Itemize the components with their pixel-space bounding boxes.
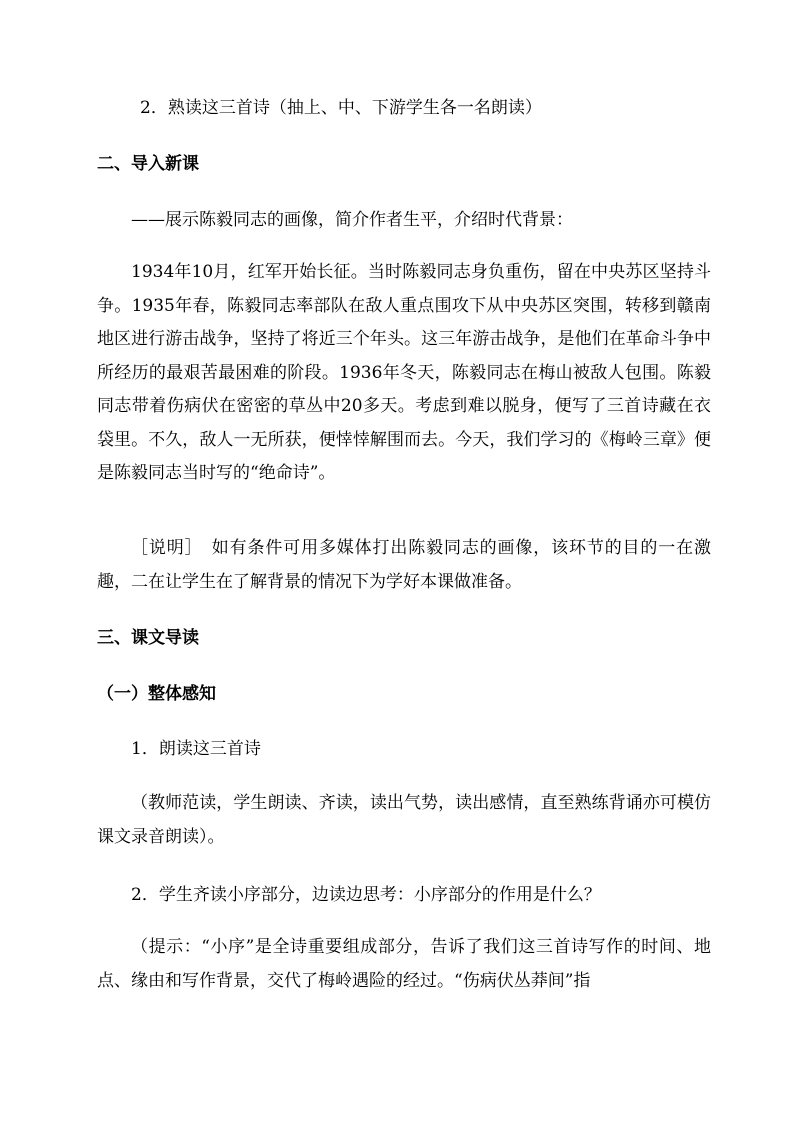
item-1-detail: （教师范读，学生朗读、齐读，读出气势，读出感情，直至熟练背诵亦可模仿课文录音朗读）。 — [97, 793, 711, 847]
hint-paragraph: （提示：“小序”是全诗重要组成部分，告诉了我们这三首诗写作的时间、地点、缘由和写作背景，交代了梅岭遇险的经过。“伤病伏丛莽间”指 — [97, 937, 711, 991]
step-2-reading: 2．熟读这三首诗（抽上、中、下游学生各一名朗读） — [140, 98, 542, 118]
subsection-1-title: （一）整体感知 — [97, 684, 216, 704]
intro-line: ——展示陈毅同志的画像，简介作者生平，介绍时代背景： — [131, 210, 573, 230]
item-2: 2．学生齐读小序部分，边读边思考：小序部分的作用是什么？ — [131, 885, 601, 905]
note-paragraph: ［说明］ 如有条件可用多媒体打出陈毅同志的画像，该环节的目的一在激趣，二在让学生在了解背景的情况下为学好本课做准备。 — [97, 538, 711, 592]
item-1: 1．朗读这三首诗 — [131, 739, 261, 759]
section-2-title: 二、导入新课 — [97, 154, 199, 174]
section-3-title: 三、课文导读 — [97, 628, 199, 648]
background-paragraph: 1934年10月，红军开始长征。当时陈毅同志身负重伤，留在中央苏区坚持斗争。1935年春，陈毅同志率部队在敌人重点围攻下从中央苏区突围，转移到赣南地区进行游击战争，坚持了将近三个年头。这三年游击战争，是他们在革命斗争中所经历的最艰苦最困难的阶段。1936年冬天，陈毅同志在梅山被敌人包围。陈毅同志带着伤病伏在密密的草丛中20多天。考虑到难以脱身，便写了三首诗藏在衣袋里。不久，敌人一无所获，便悻悻解围而去。今天，我们学习的《梅岭三章》便是陈毅同志当时写的“绝命诗”。 — [97, 262, 711, 483]
